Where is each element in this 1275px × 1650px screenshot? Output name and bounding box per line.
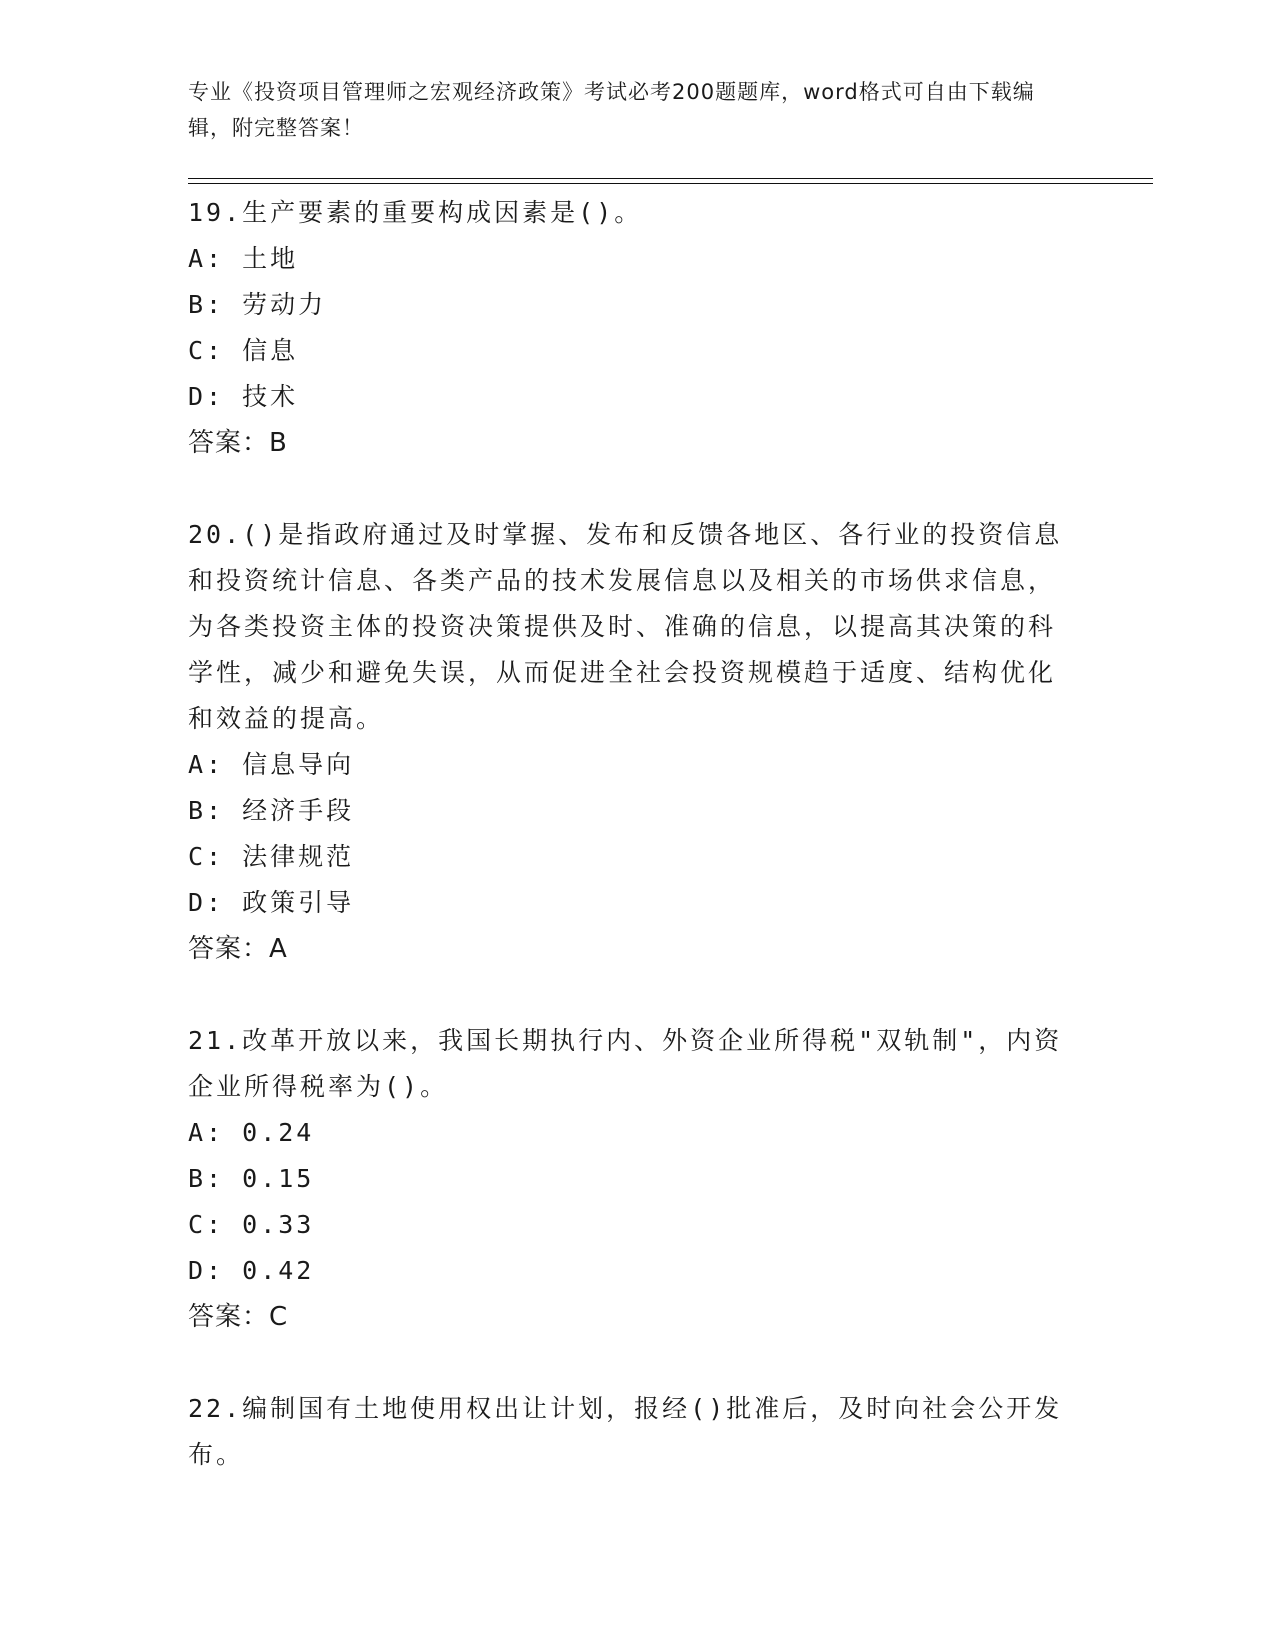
answer-label: 答案：A (188, 934, 288, 964)
option-a: A: 土地 (188, 244, 299, 273)
option-b: B: 劳动力 (188, 290, 327, 319)
option-b: B: 0.15 (188, 1164, 315, 1193)
question-21 (188, 1018, 1088, 1340)
option-c: C: 信息 (188, 336, 299, 365)
document-header: 专业《投资项目管理师之宏观经济政策》考试必考200题题库，word格式可自由下载编辑，附完整答案！ (188, 80, 1035, 140)
option-d: D: 政策引导 (188, 888, 355, 917)
option-c: C: 法律规范 (188, 842, 355, 871)
spacer (188, 466, 1088, 512)
question-stem: 20.()是指政府通过及时掌握、发布和反馈各地区、各行业的投资信息和投资统计信息、各类产品的技术发展信息以及相关的市场供求信息，为各类投资主体的投资决策提供及时、准确的信息，以提高其决策的科学性，减少和避免失误，从而促进全社会投资规模趋于适度、结构优化和效益的提高。 (188, 520, 1063, 733)
answer-label: 答案：B (188, 428, 288, 458)
question-stem: 22.编制国有土地使用权出让计划，报经()批准后，及时向社会公开发布。 (188, 1394, 1063, 1469)
option-d: D: 技术 (188, 382, 299, 411)
question-22 (188, 1386, 1088, 1478)
spacer (188, 972, 1088, 1018)
spacer (188, 1340, 1088, 1386)
option-c: C: 0.33 (188, 1210, 315, 1239)
option-a: A: 0.24 (188, 1118, 315, 1147)
question-stem: 19.生产要素的重要构成因素是()。 (188, 198, 643, 227)
answer-label: 答案：C (188, 1302, 289, 1332)
option-b: B: 经济手段 (188, 796, 355, 825)
option-a: A: 信息导向 (188, 750, 355, 779)
header-rule-top (188, 178, 1153, 179)
header-rule-bottom (188, 183, 1153, 184)
question-19 (188, 190, 1088, 466)
option-d: D: 0.42 (188, 1256, 315, 1285)
question-stem: 21.改革开放以来，我国长期执行内、外资企业所得税"双轨制"，内资企业所得税率为()。 (188, 1026, 1063, 1101)
question-list (188, 190, 1088, 1478)
question-20 (188, 512, 1088, 972)
